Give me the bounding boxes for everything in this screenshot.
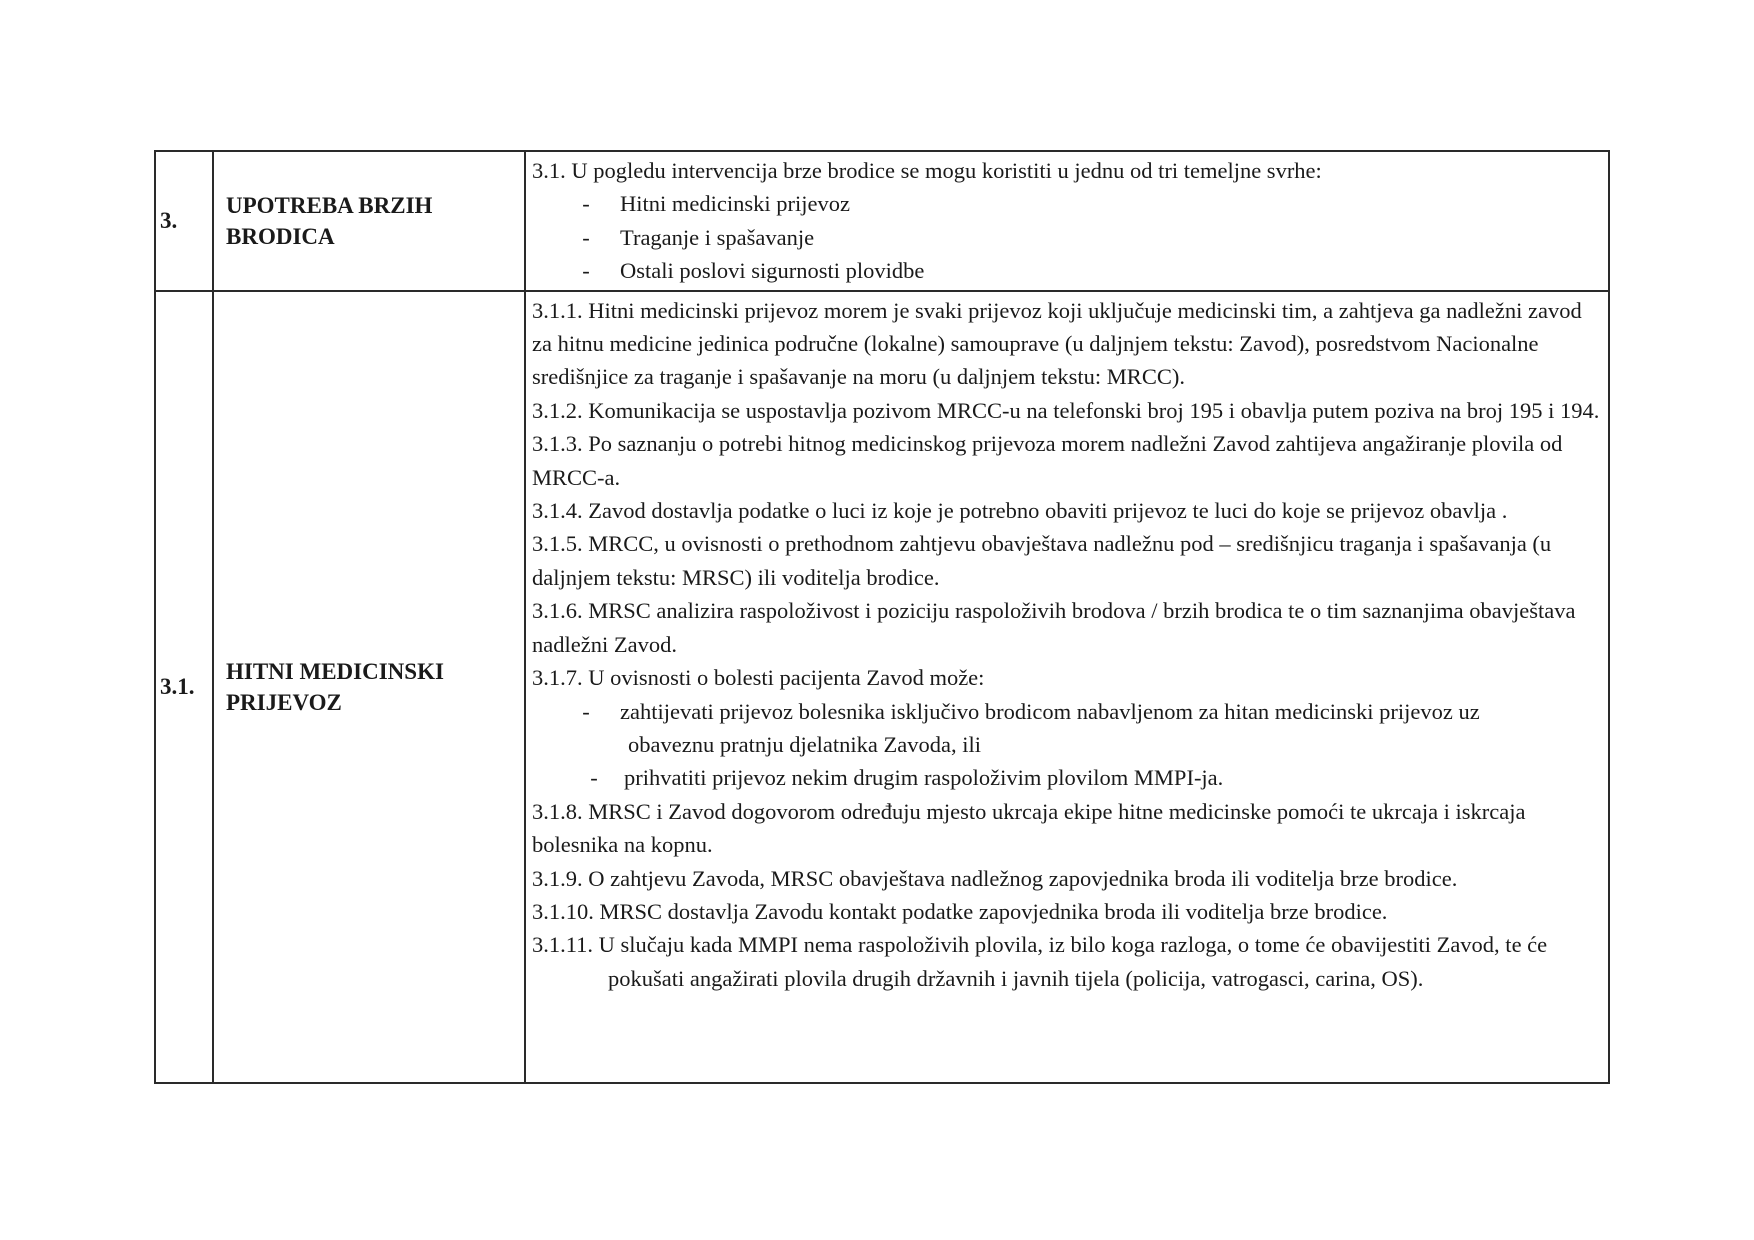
paragraph-3-1-10: 3.1.10. MRSC dostavlja Zavodu kontakt podatke zapovjednika broda ili voditelja brze brodice. <box>532 898 1388 924</box>
paragraph-3-1-8: 3.1.8. MRSC i Zavod dogovorom određuju mjesto ukrcaja ekipe hitne medicinske pomoći te ukrcaja i iskrcaja bolesnika na kopnu. <box>532 798 1526 858</box>
table-row-section-3-1 <box>155 291 1609 1083</box>
section-title <box>213 151 525 291</box>
list-item-text: prihvatiti prijevoz nekim drugim raspoloživim plovilom MMPI-ja. <box>624 765 1224 791</box>
paragraph-3-1-6: 3.1.6. MRSC analizira raspoloživost i poziciju raspoloživih brodova / brzih brodica te o tim saznanjima obavještava nadležni Zavod. <box>532 598 1576 657</box>
section-title-line: BRODICA <box>226 223 335 249</box>
paragraph-3-1-7: 3.1.7. U ovisnosti o bolesti pacijenta Zavod može: <box>532 665 985 691</box>
list-item <box>532 221 1600 254</box>
table-row-section-3 <box>155 151 1609 291</box>
paragraph-3-1-5: 3.1.5. MRCC, u ovisnosti o prethodnom zahtjevu obavještava nadležnu pod – središnjicu traganja i spašavanja (u daljnjem tekstu: MRSC) ili voditelja brodice. <box>532 531 1552 590</box>
dash-bullet: - <box>582 698 590 724</box>
list-item-text <box>620 695 1480 762</box>
section-title <box>213 291 525 1083</box>
list-item-text: Hitni medicinski prijevoz <box>620 191 850 217</box>
list-item <box>532 187 1600 220</box>
dash-bullet: - <box>582 258 590 284</box>
list-item <box>532 254 1600 287</box>
section-title-line: HITNI MEDICINSKI <box>226 658 444 684</box>
list-item-line: zahtijevati prijevoz bolesnika isključivo brodicom nabavljenom za hitan medicinski prijevoz uz <box>620 698 1480 724</box>
section-number: 3.1. <box>155 291 213 1083</box>
list-item-line: obaveznu pratnju djelatnika Zavoda, ili <box>628 731 982 757</box>
section-title-line: PRIJEVOZ <box>226 689 342 715</box>
list-item-text: Ostali poslovi sigurnosti plovidbe <box>620 258 925 284</box>
paragraph-3-1-4: 3.1.4. Zavod dostavlja podatke o luci iz koje je potrebno obaviti prijevoz te luci do koje se prijevoz obavlja . <box>532 498 1508 524</box>
paragraph: 3.1. U pogledu intervencija brze brodice se mogu koristiti u jednu od tri temeljne svrhe: <box>532 158 1322 183</box>
list-item-text: Traganje i spašavanje <box>620 224 815 250</box>
paragraph-3-1-1: 3.1.1. Hitni medicinski prijevoz morem je svaki prijevoz koji uključuje medicinski tim, a zahtjeva ga nadležni zavod za hitnu medicine jedinica područne (lokalne) samouprave (u daljnjem tekstu: Zavod), posredstvom Nacionalne središnjice za traganje i spašavanje na moru (u daljnjem tekstu: MRCC). <box>532 297 1582 390</box>
section-title-line: UPOTREBA BRZIH <box>226 192 433 218</box>
section-content <box>525 291 1609 1083</box>
procedure-table <box>154 150 1610 1084</box>
paragraph-3-1-2: 3.1.2. Komunikacija se uspostavlja pozivom MRCC-u na telefonski broj 195 i obavlja putem poziva na broj 195 i 194. <box>532 397 1600 423</box>
dash-bullet: - <box>582 224 590 250</box>
list-item <box>532 761 1600 794</box>
section-number: 3. <box>155 151 213 291</box>
paragraph-3-1-11: 3.1.11. U slučaju kada MMPI nema raspoloživih plovila, iz bilo koga razloga, o tome će obavijestiti Zavod, te će pokušati angažirati plovila drugih državnih i javnih tijela (policija, vatrogasci, carina, OS). <box>532 932 1548 991</box>
paragraph-3-1-3: 3.1.3. Po saznanju o potrebi hitnog medicinskog prijevoza morem nadležni Zavod zahtijeva angažiranje plovila od MRCC-a. <box>532 431 1563 490</box>
paragraph-3-1-9: 3.1.9. O zahtjevu Zavoda, MRSC obavještava nadležnog zapovjednika broda ili voditelja brze brodice. <box>532 865 1458 891</box>
dash-bullet: - <box>582 191 590 217</box>
section-content <box>525 151 1609 291</box>
list-item <box>532 695 1600 762</box>
dash-bullet: - <box>590 765 598 791</box>
